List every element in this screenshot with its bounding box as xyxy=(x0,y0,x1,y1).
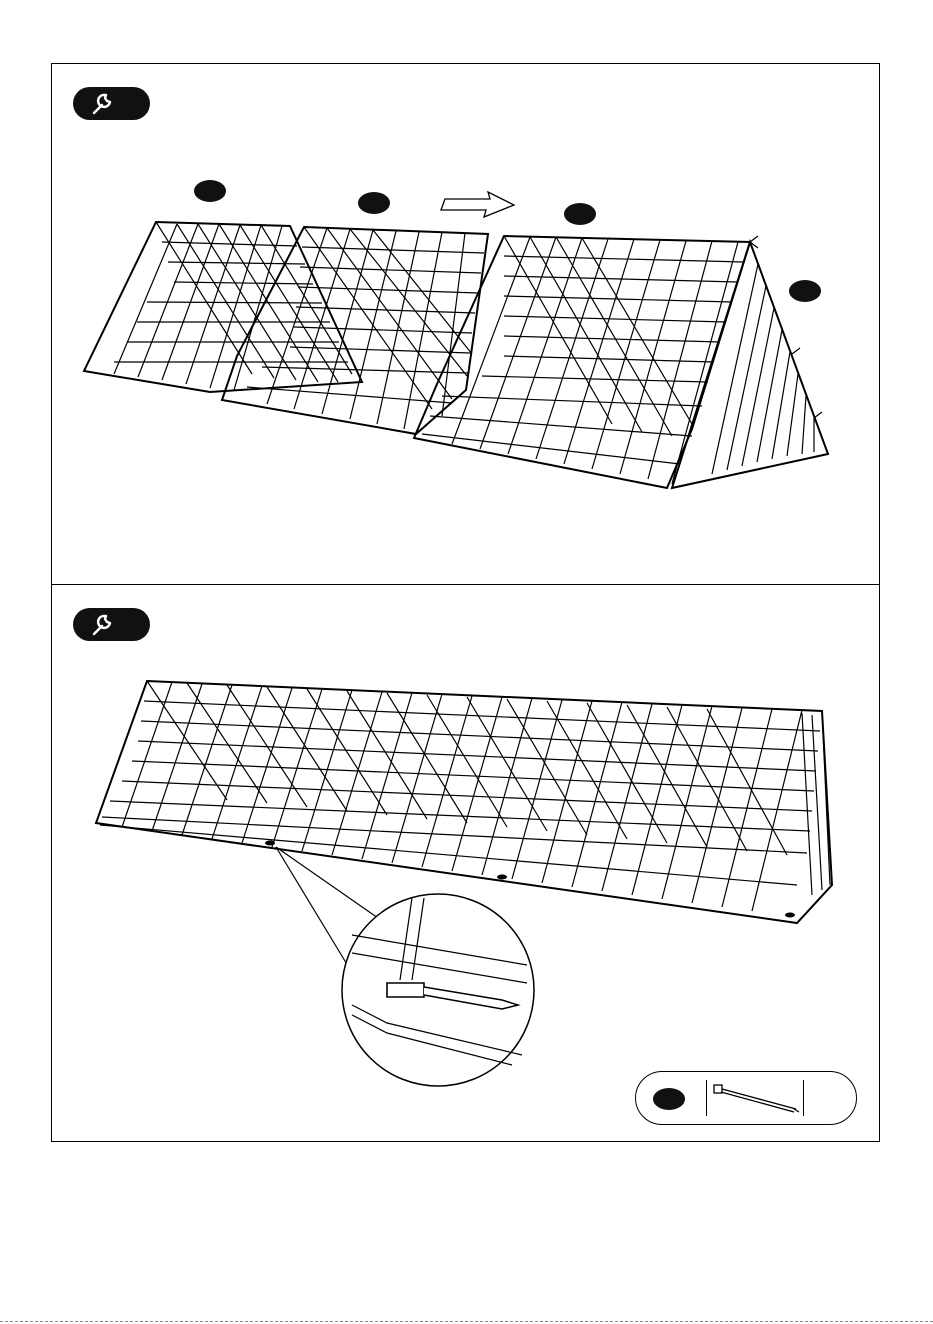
detail-magnifier xyxy=(276,847,534,1086)
wire-panel-b xyxy=(222,227,488,434)
parts-box xyxy=(635,1071,857,1125)
arrow-right-icon xyxy=(441,192,514,217)
ground-stake-icon xyxy=(710,1079,800,1119)
page-trim-line xyxy=(0,1321,933,1322)
step-1-illustration xyxy=(52,64,881,586)
part-callout xyxy=(653,1088,685,1110)
step-1-panel xyxy=(51,63,880,585)
stake-points xyxy=(265,841,795,918)
assembled-run xyxy=(96,681,832,923)
step-2-illustration xyxy=(52,585,881,1143)
wire-panel-c xyxy=(414,236,750,488)
step-2-panel xyxy=(51,584,880,1142)
parts-divider xyxy=(803,1080,804,1116)
parts-divider xyxy=(706,1080,707,1116)
